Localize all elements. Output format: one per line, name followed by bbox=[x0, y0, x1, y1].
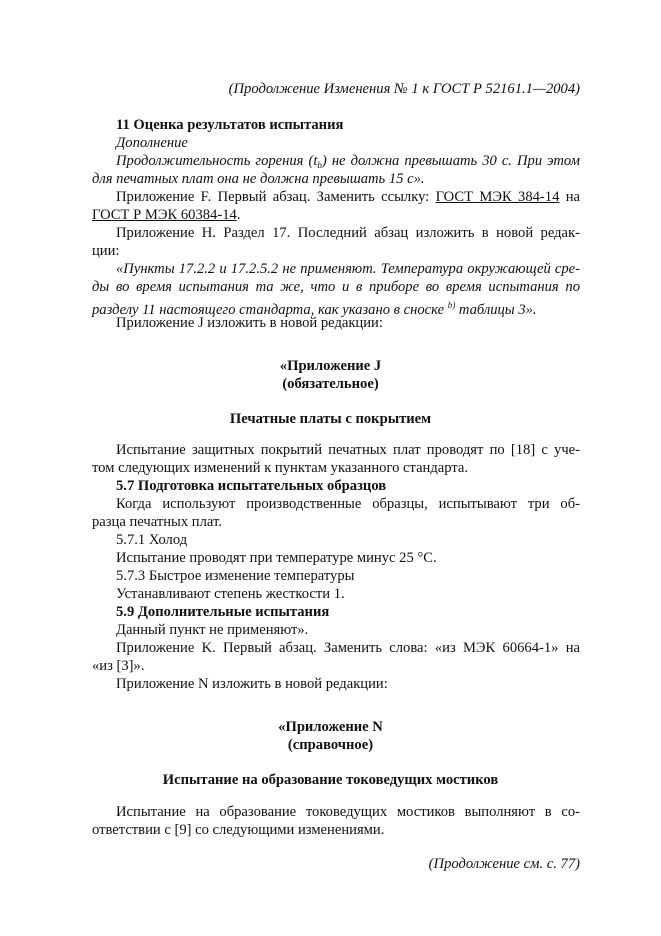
gost-iec-384-14-link: ГОСТ МЭК 384-14 bbox=[435, 189, 560, 205]
continuation-header: (Продолжение Изменения № 1 к ГОСТ Р 52161.1—2004) bbox=[228, 81, 580, 97]
section-5-7-line1: Когда используют производственные образцы, испытывают три об- bbox=[116, 496, 580, 512]
annex-f-line1: Приложение F. Первый абзац. Заменить ссылку: ГОСТ МЭК 384-14 на bbox=[116, 189, 580, 205]
continuation-footer: (Продолжение см. с. 77) bbox=[428, 856, 580, 872]
section-11-text-line1: Продолжительность горения $(t_b)$ не должна превышать 30 с. При этом bbox=[116, 153, 580, 170]
annex-h-quote-line1: «Пункты 17.2.2 и 17.2.5.2 не применяют. Температура окружающей сре- bbox=[116, 261, 580, 277]
section-5-9-title: 5.9 Дополнительные испытания bbox=[116, 604, 330, 620]
annex-f-line2: ГОСТ Р МЭК 60384-14. bbox=[92, 207, 241, 223]
annex-n-title: «Приложение N bbox=[278, 719, 383, 735]
section-5-9-text: Данный пункт не применяют». bbox=[116, 622, 309, 638]
annex-h-line2: ции: bbox=[92, 243, 120, 259]
annex-j-para1-line2: том следующих изменений к пунктам указанного стандарта. bbox=[92, 460, 469, 476]
annex-n-status: (справочное) bbox=[287, 737, 374, 753]
annex-k-line1: Приложение K. Первый абзац. Заменить слова: «из МЭК 60664-1» на bbox=[116, 640, 580, 656]
gost-r-iec-60384-14-link: ГОСТ Р МЭК 60384-14 bbox=[92, 207, 237, 223]
section-5-7-1-text: Испытание проводят при температуре минус 25 °С. bbox=[116, 550, 437, 566]
annex-j-para1-line1: Испытание защитных покрытий печатных плат проводят по [18] с уче- bbox=[116, 442, 580, 458]
section-11-title: 11 Оценка результатов испытания bbox=[116, 117, 344, 133]
annex-n-heading: Испытание на образование токоведущих мостиков bbox=[162, 772, 499, 788]
section-11-text-line2: для печатных плат она не должна превышать 15 с». bbox=[92, 171, 425, 187]
annex-j-heading: Печатные платы с покрытием bbox=[229, 411, 432, 427]
section-5-7-3-title: 5.7.3 Быстрое изменение температуры bbox=[116, 568, 355, 584]
annex-j-title: «Приложение J bbox=[279, 358, 382, 374]
annex-h-quote-line3: разделу 11 настоящего стандарта, как указано в сноске $^{b)}$ таблицы 3». bbox=[92, 300, 537, 318]
section-5-7-title: 5.7 Подготовка испытательных образцов bbox=[116, 478, 387, 494]
annex-j-intro: Приложение J изложить в новой редакции: bbox=[116, 315, 383, 331]
annex-n-para-line2: ответствии с [9] со следующими изменениями. bbox=[92, 822, 385, 838]
annex-n-intro: Приложение N изложить в новой редакции: bbox=[116, 676, 388, 692]
annex-h-quote-line2: ды во время испытания та же, что и в приборе во время испытания по bbox=[92, 279, 580, 295]
section-5-7-3-text: Устанавливают степень жесткости 1. bbox=[116, 586, 345, 602]
annex-h-line1: Приложение H. Раздел 17. Последний абзац изложить в новой редак- bbox=[116, 225, 580, 241]
annex-j-status: (обязательное) bbox=[282, 376, 379, 392]
annex-n-para-line1: Испытание на образование токоведущих мостиков выполняют в со- bbox=[116, 804, 580, 820]
section-5-7-1-title: 5.7.1 Холод bbox=[116, 532, 188, 548]
section-5-7-line2: разца печатных плат. bbox=[92, 514, 222, 530]
annex-k-line2: «из [3]». bbox=[92, 658, 145, 674]
supplement-label: Дополнение bbox=[116, 135, 188, 151]
